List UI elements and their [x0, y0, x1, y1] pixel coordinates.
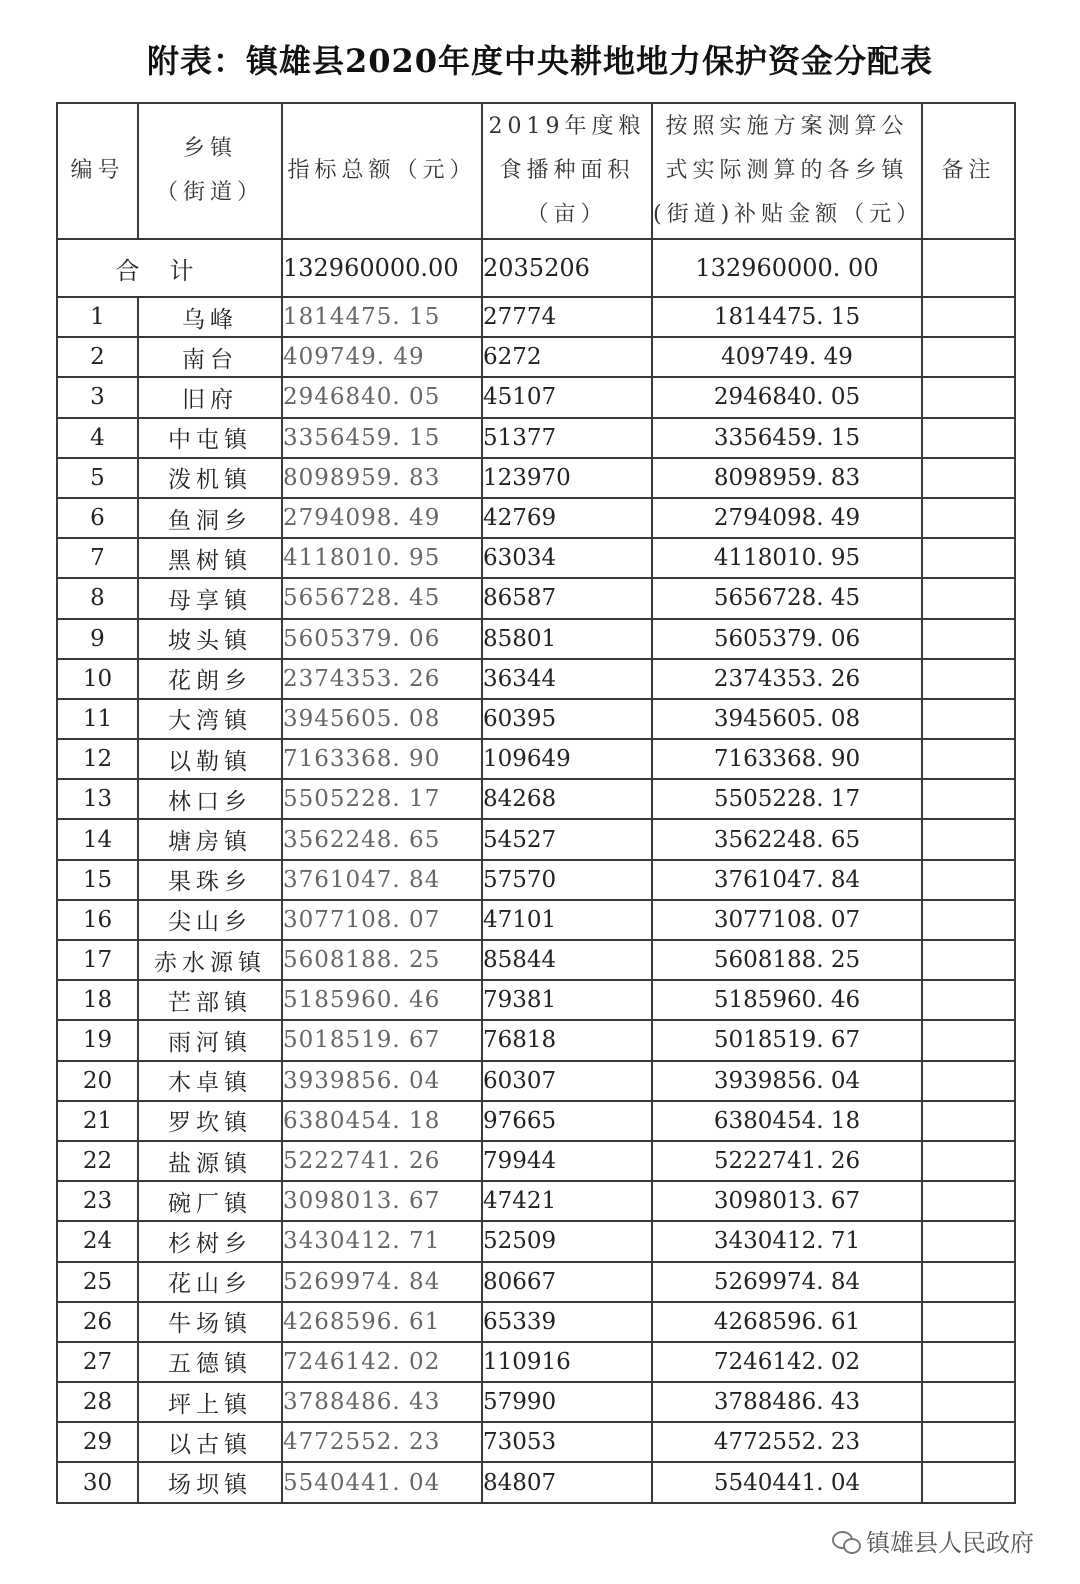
row-note — [922, 418, 1015, 458]
row-target: 1814475. 15 — [282, 297, 482, 337]
header-row — [57, 103, 1015, 239]
row-area: 84807 — [482, 1462, 652, 1502]
table-row — [57, 377, 1015, 417]
row-area: 45107 — [482, 377, 652, 417]
row-area: 27774 — [482, 297, 652, 337]
row-subsidy: 7163368. 90 — [652, 739, 922, 779]
row-id: 7 — [57, 538, 138, 578]
row-id: 1 — [57, 297, 138, 337]
table-row — [57, 940, 1015, 980]
row-target: 3788486. 43 — [282, 1382, 482, 1422]
row-town: 母享镇 — [138, 578, 282, 618]
row-town: 坪上镇 — [138, 1382, 282, 1422]
row-id: 4 — [57, 418, 138, 458]
table-row — [57, 739, 1015, 779]
row-subsidy: 7246142. 02 — [652, 1342, 922, 1382]
row-town: 泼机镇 — [138, 458, 282, 498]
total-target: 132960000.00 — [282, 239, 482, 297]
allocation-table — [56, 102, 1016, 1504]
row-town: 以勒镇 — [138, 739, 282, 779]
row-note — [922, 337, 1015, 377]
row-target: 2946840. 05 — [282, 377, 482, 417]
table-row — [57, 1382, 1015, 1422]
row-subsidy: 5222741. 26 — [652, 1141, 922, 1181]
row-note — [922, 940, 1015, 980]
row-target: 7163368. 90 — [282, 739, 482, 779]
row-id: 17 — [57, 940, 138, 980]
row-id: 13 — [57, 779, 138, 819]
row-area: 123970 — [482, 458, 652, 498]
row-area: 6272 — [482, 337, 652, 377]
row-note — [922, 1382, 1015, 1422]
row-target: 8098959. 83 — [282, 458, 482, 498]
row-subsidy: 3077108. 07 — [652, 900, 922, 940]
table-row — [57, 498, 1015, 538]
header-target: 指标总额（元） — [282, 103, 482, 239]
row-town: 场坝镇 — [138, 1462, 282, 1502]
row-note — [922, 619, 1015, 659]
row-subsidy: 409749. 49 — [652, 337, 922, 377]
row-id: 29 — [57, 1422, 138, 1462]
row-target: 4118010. 95 — [282, 538, 482, 578]
row-target: 5605379. 06 — [282, 619, 482, 659]
row-town: 杉树乡 — [138, 1221, 282, 1261]
row-id: 27 — [57, 1342, 138, 1382]
table-row — [57, 538, 1015, 578]
row-subsidy: 1814475. 15 — [652, 297, 922, 337]
row-target: 5608188. 25 — [282, 940, 482, 980]
header-note: 备注 — [922, 103, 1015, 239]
table-row — [57, 1342, 1015, 1382]
row-town: 林口乡 — [138, 779, 282, 819]
row-note — [922, 980, 1015, 1020]
row-id: 26 — [57, 1302, 138, 1342]
row-area: 84268 — [482, 779, 652, 819]
row-note — [922, 578, 1015, 618]
row-area: 57570 — [482, 860, 652, 900]
table-row — [57, 458, 1015, 498]
row-town: 木卓镇 — [138, 1061, 282, 1101]
row-id: 24 — [57, 1221, 138, 1261]
row-area: 60307 — [482, 1061, 652, 1101]
row-town: 盐源镇 — [138, 1141, 282, 1181]
row-town: 花山乡 — [138, 1262, 282, 1302]
row-id: 8 — [57, 578, 138, 618]
row-subsidy: 5269974. 84 — [652, 1262, 922, 1302]
row-town: 花朗乡 — [138, 659, 282, 699]
table-row — [57, 297, 1015, 337]
row-id: 9 — [57, 619, 138, 659]
row-note — [922, 1221, 1015, 1261]
row-note — [922, 659, 1015, 699]
row-town: 碗厂镇 — [138, 1181, 282, 1221]
table-row — [57, 1422, 1015, 1462]
row-area: 47101 — [482, 900, 652, 940]
row-subsidy: 6380454. 18 — [652, 1101, 922, 1141]
row-area: 97665 — [482, 1101, 652, 1141]
row-target: 5656728. 45 — [282, 578, 482, 618]
row-subsidy: 5018519. 67 — [652, 1020, 922, 1060]
row-target: 4268596. 61 — [282, 1302, 482, 1342]
row-note — [922, 1342, 1015, 1382]
row-id: 21 — [57, 1101, 138, 1141]
row-target: 3761047. 84 — [282, 860, 482, 900]
row-town: 旧府 — [138, 377, 282, 417]
row-note — [922, 1262, 1015, 1302]
row-note — [922, 860, 1015, 900]
row-subsidy: 3562248. 65 — [652, 819, 922, 859]
row-subsidy: 3356459. 15 — [652, 418, 922, 458]
row-area: 36344 — [482, 659, 652, 699]
row-town: 黑树镇 — [138, 538, 282, 578]
row-note — [922, 1020, 1015, 1060]
row-id: 19 — [57, 1020, 138, 1060]
row-town: 鱼洞乡 — [138, 498, 282, 538]
row-note — [922, 538, 1015, 578]
table-row — [57, 578, 1015, 618]
watermark — [832, 1523, 1034, 1558]
total-area: 2035206 — [482, 239, 652, 297]
row-area: 51377 — [482, 418, 652, 458]
row-target: 5018519. 67 — [282, 1020, 482, 1060]
row-target: 3430412. 71 — [282, 1221, 482, 1261]
table-row — [57, 619, 1015, 659]
row-area: 79381 — [482, 980, 652, 1020]
row-note — [922, 377, 1015, 417]
row-subsidy: 5185960. 46 — [652, 980, 922, 1020]
row-area: 54527 — [482, 819, 652, 859]
row-town: 罗坎镇 — [138, 1101, 282, 1141]
row-target: 5185960. 46 — [282, 980, 482, 1020]
row-town: 果珠乡 — [138, 860, 282, 900]
row-town: 芒部镇 — [138, 980, 282, 1020]
row-area: 85844 — [482, 940, 652, 980]
row-target: 3098013. 67 — [282, 1181, 482, 1221]
row-note — [922, 1101, 1015, 1141]
row-area: 73053 — [482, 1422, 652, 1462]
table-row — [57, 1181, 1015, 1221]
table-row — [57, 1302, 1015, 1342]
row-note — [922, 779, 1015, 819]
row-id: 5 — [57, 458, 138, 498]
row-note — [922, 1422, 1015, 1462]
table-row — [57, 1141, 1015, 1181]
row-subsidy: 3761047. 84 — [652, 860, 922, 900]
row-id: 10 — [57, 659, 138, 699]
table-row — [57, 860, 1015, 900]
row-subsidy: 5608188. 25 — [652, 940, 922, 980]
row-area: 110916 — [482, 1342, 652, 1382]
row-note — [922, 739, 1015, 779]
row-town: 坡头镇 — [138, 619, 282, 659]
row-id: 11 — [57, 699, 138, 739]
header-subsidy: 按照实施方案测算公 式实际测算的各乡镇 (街道)补贴金额（元） — [652, 103, 922, 239]
total-note — [922, 239, 1015, 297]
table-row — [57, 980, 1015, 1020]
row-target: 5505228. 17 — [282, 779, 482, 819]
row-note — [922, 819, 1015, 859]
row-subsidy: 4118010. 95 — [652, 538, 922, 578]
row-id: 12 — [57, 739, 138, 779]
row-town: 塘房镇 — [138, 819, 282, 859]
row-note — [922, 1181, 1015, 1221]
row-note — [922, 297, 1015, 337]
row-subsidy: 5605379. 06 — [652, 619, 922, 659]
row-town: 赤水源镇 — [138, 940, 282, 980]
row-target: 3356459. 15 — [282, 418, 482, 458]
table-row — [57, 1101, 1015, 1141]
row-area: 79944 — [482, 1141, 652, 1181]
row-subsidy: 3788486. 43 — [652, 1382, 922, 1422]
table-row — [57, 1462, 1015, 1502]
row-target: 5540441. 04 — [282, 1462, 482, 1502]
row-subsidy: 3939856. 04 — [652, 1061, 922, 1101]
row-area: 76818 — [482, 1020, 652, 1060]
row-id: 18 — [57, 980, 138, 1020]
row-id: 23 — [57, 1181, 138, 1221]
row-note — [922, 1462, 1015, 1502]
row-id: 22 — [57, 1141, 138, 1181]
row-area: 86587 — [482, 578, 652, 618]
total-label: 合计 — [57, 239, 282, 297]
row-note — [922, 458, 1015, 498]
row-target: 5269974. 84 — [282, 1262, 482, 1302]
row-target: 3562248. 65 — [282, 819, 482, 859]
row-id: 20 — [57, 1061, 138, 1101]
row-subsidy: 3945605. 08 — [652, 699, 922, 739]
row-note — [922, 498, 1015, 538]
row-area: 85801 — [482, 619, 652, 659]
row-subsidy: 5505228. 17 — [652, 779, 922, 819]
row-target: 2794098. 49 — [282, 498, 482, 538]
row-area: 65339 — [482, 1302, 652, 1342]
row-id: 3 — [57, 377, 138, 417]
row-id: 25 — [57, 1262, 138, 1302]
row-id: 16 — [57, 900, 138, 940]
row-id: 15 — [57, 860, 138, 900]
row-subsidy: 4268596. 61 — [652, 1302, 922, 1342]
row-target: 3077108. 07 — [282, 900, 482, 940]
row-town: 中屯镇 — [138, 418, 282, 458]
table-row — [57, 779, 1015, 819]
row-target: 3939856. 04 — [282, 1061, 482, 1101]
row-note — [922, 699, 1015, 739]
table-row — [57, 1020, 1015, 1060]
row-target: 3945605. 08 — [282, 699, 482, 739]
table-row — [57, 1262, 1015, 1302]
row-area: 47421 — [482, 1181, 652, 1221]
watermark-text: 镇雄县人民政府 — [866, 1529, 1034, 1557]
row-note — [922, 1141, 1015, 1181]
total-row — [57, 239, 1015, 297]
row-subsidy: 8098959. 83 — [652, 458, 922, 498]
row-area: 57990 — [482, 1382, 652, 1422]
row-id: 2 — [57, 337, 138, 377]
row-area: 109649 — [482, 739, 652, 779]
row-town: 乌峰 — [138, 297, 282, 337]
row-note — [922, 1061, 1015, 1101]
row-target: 7246142. 02 — [282, 1342, 482, 1382]
row-target: 5222741. 26 — [282, 1141, 482, 1181]
table-row — [57, 900, 1015, 940]
row-subsidy: 2794098. 49 — [652, 498, 922, 538]
row-area: 52509 — [482, 1221, 652, 1261]
row-subsidy: 2374353. 26 — [652, 659, 922, 699]
row-town: 以古镇 — [138, 1422, 282, 1462]
wechat-icon — [832, 1530, 860, 1552]
row-area: 80667 — [482, 1262, 652, 1302]
row-id: 28 — [57, 1382, 138, 1422]
row-town: 大湾镇 — [138, 699, 282, 739]
total-subsidy: 132960000. 00 — [652, 239, 922, 297]
header-town: 乡镇 （街道） — [138, 103, 282, 239]
row-town: 雨河镇 — [138, 1020, 282, 1060]
table-row — [57, 659, 1015, 699]
table-row — [57, 699, 1015, 739]
table-row — [57, 1221, 1015, 1261]
header-id: 编号 — [57, 103, 138, 239]
row-id: 6 — [57, 498, 138, 538]
row-target: 6380454. 18 — [282, 1101, 482, 1141]
row-area: 60395 — [482, 699, 652, 739]
row-subsidy: 3098013. 67 — [652, 1181, 922, 1221]
row-town: 五德镇 — [138, 1342, 282, 1382]
row-subsidy: 2946840. 05 — [652, 377, 922, 417]
row-area: 63034 — [482, 538, 652, 578]
row-subsidy: 3430412. 71 — [652, 1221, 922, 1261]
row-subsidy: 5540441. 04 — [652, 1462, 922, 1502]
page-title: 附表：镇雄县2020年度中央耕地地力保护资金分配表 — [146, 42, 934, 80]
row-area: 42769 — [482, 498, 652, 538]
table-row — [57, 819, 1015, 859]
row-id: 30 — [57, 1462, 138, 1502]
row-town: 牛场镇 — [138, 1302, 282, 1342]
header-area: 2019年度粮 食播种面积 （亩） — [482, 103, 652, 239]
row-town: 南台 — [138, 337, 282, 377]
row-target: 409749. 49 — [282, 337, 482, 377]
table-row — [57, 418, 1015, 458]
row-town: 尖山乡 — [138, 900, 282, 940]
table-row — [57, 337, 1015, 377]
table-row — [57, 1061, 1015, 1101]
row-note — [922, 900, 1015, 940]
row-note — [922, 1302, 1015, 1342]
row-target: 2374353. 26 — [282, 659, 482, 699]
row-subsidy: 5656728. 45 — [652, 578, 922, 618]
row-subsidy: 4772552. 23 — [652, 1422, 922, 1462]
row-id: 14 — [57, 819, 138, 859]
row-target: 4772552. 23 — [282, 1422, 482, 1462]
